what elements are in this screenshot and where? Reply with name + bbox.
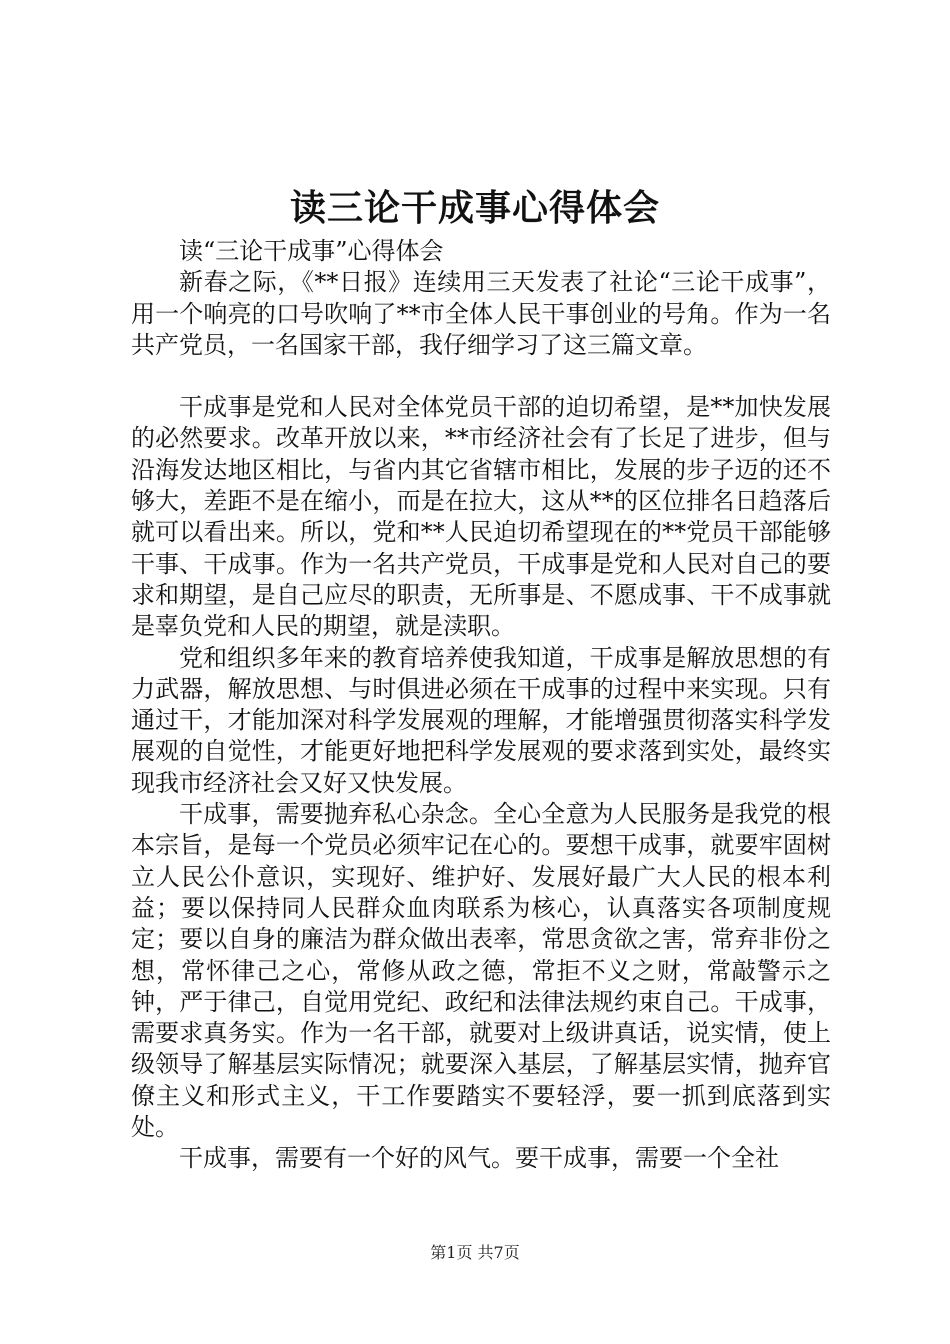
paragraph-body: 干成事，需要有一个好的风气。要干成事，需要一个全社 (179, 1144, 779, 1173)
document-body (131, 236, 831, 1175)
paragraph-body: 干成事是党和人民对全体党员干部的迫切希望，是**加快发展的必然要求。改革开放以来，**市经济社会有了长足了进步，但与沿海发达地区相比，与省内其它省辖市相比，发展的步子迈的还不够大，差距不是在缩小，而是在拉大，这从**的区位排名日趋落后就可以看出来。所以，党和**人民迫切希望现在的**党员干部能够干事、干成事。作为一名共产党员，干成事是党和人民对自己的要求和期望，是自己应尽的职责，无所事是、不愿成事、干不成事就是辜负党和人民的期望，就是渎职。 (131, 393, 831, 641)
paragraph-subtitle: 读“三论干成事”心得体会 (179, 237, 444, 265)
paragraph-intro: 新春之际，《**日报》连续用三天发表了社论“三论干成事”，用一个响亮的口号吹响了**市全体人民干事创业的号角。作为一名共产党员，一名国家干部，我仔细学习了这三篇文章。 (131, 268, 831, 359)
paragraph-body: 干成事，需要抛弃私心杂念。全心全意为人民服务是我党的根本宗旨，是每一个党员必须牢记在心的。要想干成事，就要牢固树立人民公仆意识，实现好、维护好、发展好最广大人民的根本利益；要以保持同人民群众血肉联系为核心，认真落实各项制度规定；要以自身的廉洁为群众做出表率，常思贪欲之害，常弃非份之想，常怀律己之心，常修从政之德，常拒不义之财，常敲警示之钟，严于律己，自觉用党纪、政纪和法律法规约束自己。干成事，需要求真务实。作为一名干部，就要对上级讲真话，说实情，使上级领导了解基层实际情况；就要深入基层，了解基层实情，抛弃官僚主义和形式主义，干工作要踏实不要轻浮，要一抓到底落到实处。 (131, 800, 831, 1142)
page-number-footer: 第1页 共7页 (430, 1243, 520, 1262)
document-title: 读三论干成事心得体会 (289, 187, 660, 229)
paragraph-body: 党和组织多年来的教育培养使我知道，干成事是解放思想的有力武器，解放思想、与时俱进必须在干成事的过程中来实现。只有通过干，才能加深对科学发展观的理解，才能增强贯彻落实科学发展观的自觉性，才能更好地把科学发展观的要求落到实处，最终实现我市经济社会又好又快发展。 (131, 643, 831, 797)
